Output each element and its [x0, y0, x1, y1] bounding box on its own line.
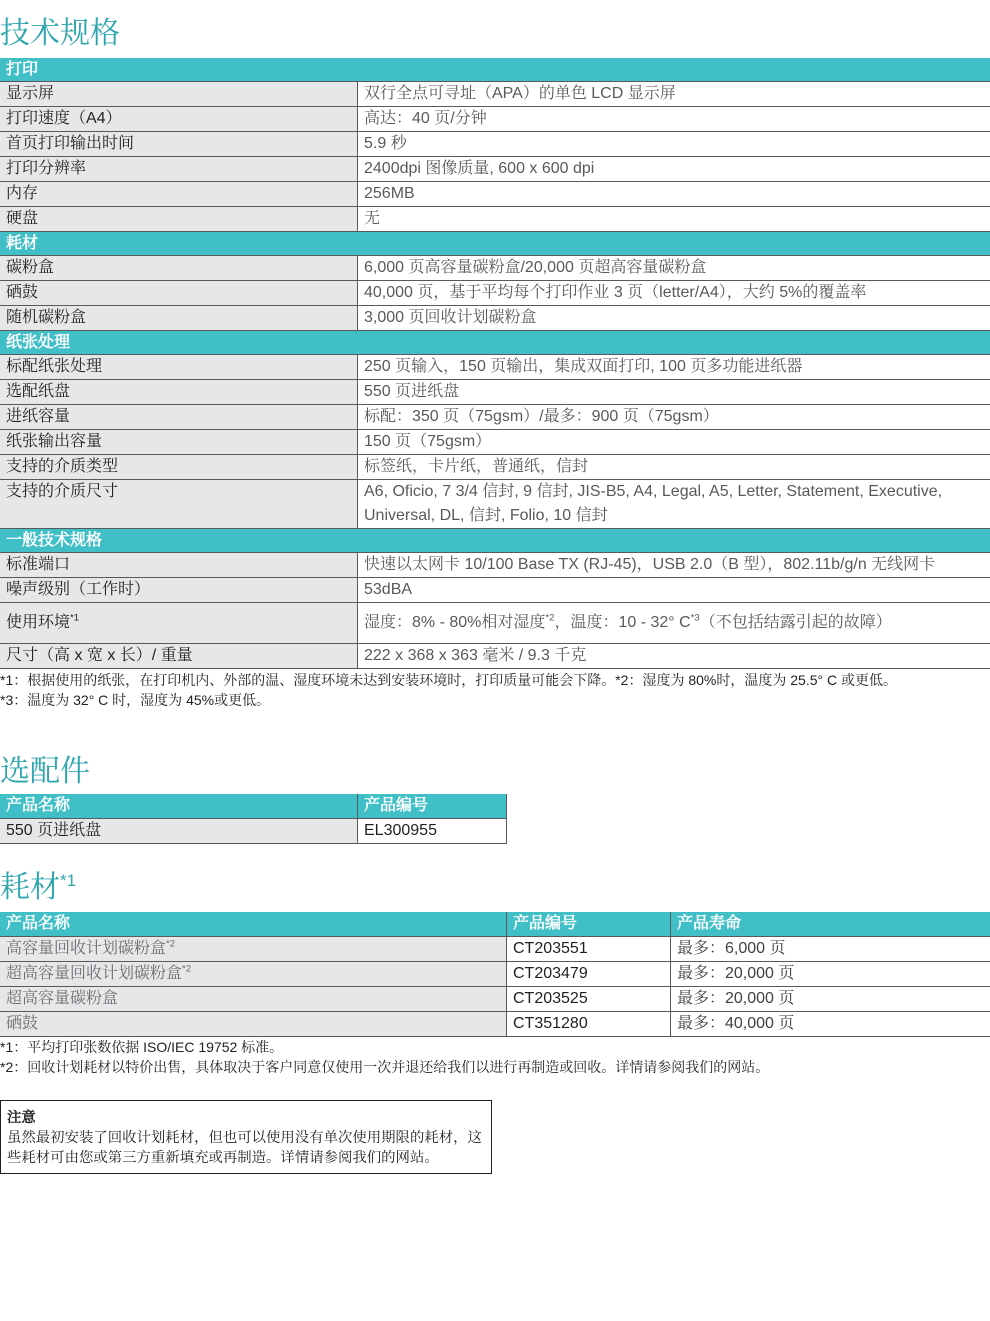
spec-row-media-sizes: [0, 480, 990, 529]
consumables-header-row: [0, 912, 990, 937]
spec-row-print-speed: [0, 107, 990, 132]
section-title-options: 选配件: [0, 755, 90, 788]
footnote: *1：平均打印张数依据 ISO/IEC 19752 标准。: [0, 1039, 284, 1055]
product-life: 最多：20,000 页: [670, 987, 990, 1011]
spec-footnotes: [0, 670, 990, 710]
section-heading-consumables: 耗材: [0, 232, 990, 256]
page-title-specifications: 技术规格: [0, 17, 120, 50]
footnote: *1：根据使用的纸张，在打印机内、外部的温、湿度环境未达到安装环境时，打印质量可能会下降。*2：湿度为 80%时，温度为 25.5° C 或更低。: [0, 672, 898, 688]
spec-label: 标配纸张处理: [0, 355, 357, 379]
consumables-table: [0, 912, 990, 1037]
spec-label: 进纸容量: [0, 405, 357, 429]
column-header-product-name: 产品名称: [0, 794, 357, 818]
spec-value: 3,000 页回收计划碳粉盒: [357, 306, 990, 330]
spec-value: A6, Oficio, 7 3/4 信封, 9 信封, JIS-B5, A4, Legal, A5, Letter, Statement, Executive, Universal, DL, 信封, Folio, 10 信封: [357, 480, 990, 528]
section-heading-paper-handling: 纸张处理: [0, 331, 990, 355]
humidity-text: 湿度：8% - 80%相对湿度: [364, 614, 546, 631]
spec-row-first-page-out-time: [0, 132, 990, 157]
spec-label: 噪声级别（工作时）: [0, 578, 357, 602]
product-name-text: 高容量回收计划碳粉盒: [6, 940, 167, 957]
product-name: 硒鼓: [0, 1012, 506, 1036]
spec-value: 标配：350 页（75gsm）/最多：900 页（75gsm）: [357, 405, 990, 429]
product-name-text: 超高容量回收计划碳粉盒: [6, 965, 183, 982]
consumables-row: [0, 987, 990, 1012]
section-heading-print: 打印: [0, 58, 990, 82]
spec-row-operating-environment: [0, 603, 990, 644]
spec-label: 硒鼓: [0, 281, 357, 305]
spec-label: 首页打印输出时间: [0, 132, 357, 156]
consumables-footnotes: [0, 1037, 990, 1077]
spec-value: 高达：40 页/分钟: [357, 107, 990, 131]
spec-row-standard-paper-handling: [0, 355, 990, 380]
product-name: [0, 937, 506, 961]
spec-row-output-capacity: [0, 430, 990, 455]
spec-label: 尺寸（高 x 宽 x 长）/ 重量: [0, 644, 357, 668]
spec-label: 支持的介质尺寸: [0, 480, 357, 528]
spec-value-content: [364, 611, 892, 635]
footnote: *3：温度为 32° C 时，湿度为 45%或更低。: [0, 692, 271, 708]
options-table: [0, 794, 507, 844]
spec-value: 150 页（75gsm）: [357, 430, 990, 454]
spec-value: 5.9 秒: [357, 132, 990, 156]
product-life: 最多：40,000 页: [670, 1012, 990, 1036]
product-code: CT203525: [506, 987, 670, 1011]
spec-label: 打印分辨率: [0, 157, 357, 181]
spec-label: 硬盘: [0, 207, 357, 231]
footnote-marker: *1: [70, 612, 80, 624]
spec-label: 打印速度（A4）: [0, 107, 357, 131]
spec-row-optional-tray: [0, 380, 990, 405]
column-header-product-life: 产品寿命: [670, 912, 990, 936]
column-header-product-code: 产品编号: [506, 912, 670, 936]
spec-label-content: [6, 611, 79, 635]
spec-label: 纸张输出容量: [0, 430, 357, 454]
product-name: 超高容量碳粉盒: [0, 987, 506, 1011]
spec-label: 标准端口: [0, 553, 357, 577]
spec-label: 支持的介质类型: [0, 455, 357, 479]
spec-row-memory: [0, 182, 990, 207]
product-code: CT203479: [506, 962, 670, 986]
product-name: [0, 962, 506, 986]
spec-value: 256MB: [357, 182, 990, 206]
spec-row-hard-disk: [0, 207, 990, 232]
product-name: 550 页进纸盘: [0, 819, 357, 843]
spec-row-standard-interfaces: [0, 553, 990, 578]
spec-label: 内存: [0, 182, 357, 206]
spec-row-toner-cartridge: [0, 256, 990, 281]
condensation-text: （不包括结露引起的故障）: [699, 614, 892, 631]
spec-value: 双行全点可寻址（APA）的单色 LCD 显示屏: [357, 82, 990, 106]
spec-label: 随机碳粉盒: [0, 306, 357, 330]
spec-value: 2400dpi 图像质量, 600 x 600 dpi: [357, 157, 990, 181]
consumables-row: [0, 937, 990, 962]
consumables-row: [0, 962, 990, 987]
spec-value: 无: [357, 207, 990, 231]
spec-label: 碳粉盒: [0, 256, 357, 280]
spec-label-text: 使用环境: [6, 614, 71, 631]
footnote: *2：回收计划耗材以特价出售，具体取决于客户同意仅使用一次并退还给我们以进行再制造或回收。详情请参阅我们的网站。: [0, 1059, 770, 1075]
spec-label: 选配纸盘: [0, 380, 357, 404]
consumables-row: [0, 1012, 990, 1037]
options-header-row: [0, 794, 506, 819]
spec-label: [0, 603, 357, 643]
footnote-marker: *2: [166, 938, 176, 950]
notice-box: [0, 1100, 492, 1174]
column-header-product-name: 产品名称: [0, 912, 506, 936]
spec-row-display: [0, 82, 990, 107]
column-header-product-code: 产品编号: [357, 794, 506, 818]
notice-text: 虽然最初安装了回收计划耗材，但也可以使用没有单次使用期限的耗材，这些耗材可由您或第三方重新填充或再制造。详情请参阅我们的网站。: [7, 1130, 482, 1166]
spec-row-print-resolution: [0, 157, 990, 182]
spec-value: [357, 603, 990, 643]
footnote-marker: *3: [690, 612, 700, 624]
spec-value: 550 页进纸盘: [357, 380, 990, 404]
specifications-table: [0, 58, 990, 669]
section-title-text: 耗材: [0, 871, 60, 904]
spec-value: 6,000 页高容量碳粉盒/20,000 页超高容量碳粉盒: [357, 256, 990, 280]
spec-row-noise-level: [0, 578, 990, 603]
options-row: [0, 819, 506, 844]
spec-value: 快速以太网卡 10/100 Base TX (RJ-45)，USB 2.0（B 型），802.11b/g/n 无线网卡: [357, 553, 990, 577]
product-life: 最多：6,000 页: [670, 937, 990, 961]
spec-value: 222 x 368 x 363 毫米 / 9.3 千克: [357, 644, 990, 668]
spec-row-drum-cartridge: [0, 281, 990, 306]
spec-row-media-types: [0, 455, 990, 480]
spec-value: 40,000 页，基于平均每个打印作业 3 页（letter/A4），大约 5%的覆盖率: [357, 281, 990, 305]
spec-value: 53dBA: [357, 578, 990, 602]
footnote-marker: *2: [545, 612, 555, 624]
section-title-consumables: [0, 868, 990, 908]
notice-heading: 注意: [7, 1110, 36, 1126]
section-heading-general: 一般技术规格: [0, 529, 990, 553]
product-code: EL300955: [357, 819, 506, 843]
footnote-marker: *2: [182, 963, 192, 975]
spec-row-input-capacity: [0, 405, 990, 430]
product-code: CT351280: [506, 1012, 670, 1036]
product-life: 最多：20,000 页: [670, 962, 990, 986]
temperature-text: ，温度：10 - 32° C: [554, 614, 691, 631]
spec-row-starter-toner: [0, 306, 990, 331]
spec-value: 标签纸，卡片纸，普通纸，信封: [357, 455, 990, 479]
footnote-marker: *1: [60, 871, 77, 890]
spec-value: 250 页输入，150 页输出，集成双面打印, 100 页多功能进纸器: [357, 355, 990, 379]
product-code: CT203551: [506, 937, 670, 961]
spec-row-dimensions-weight: [0, 644, 990, 669]
spec-label: 显示屏: [0, 82, 357, 106]
